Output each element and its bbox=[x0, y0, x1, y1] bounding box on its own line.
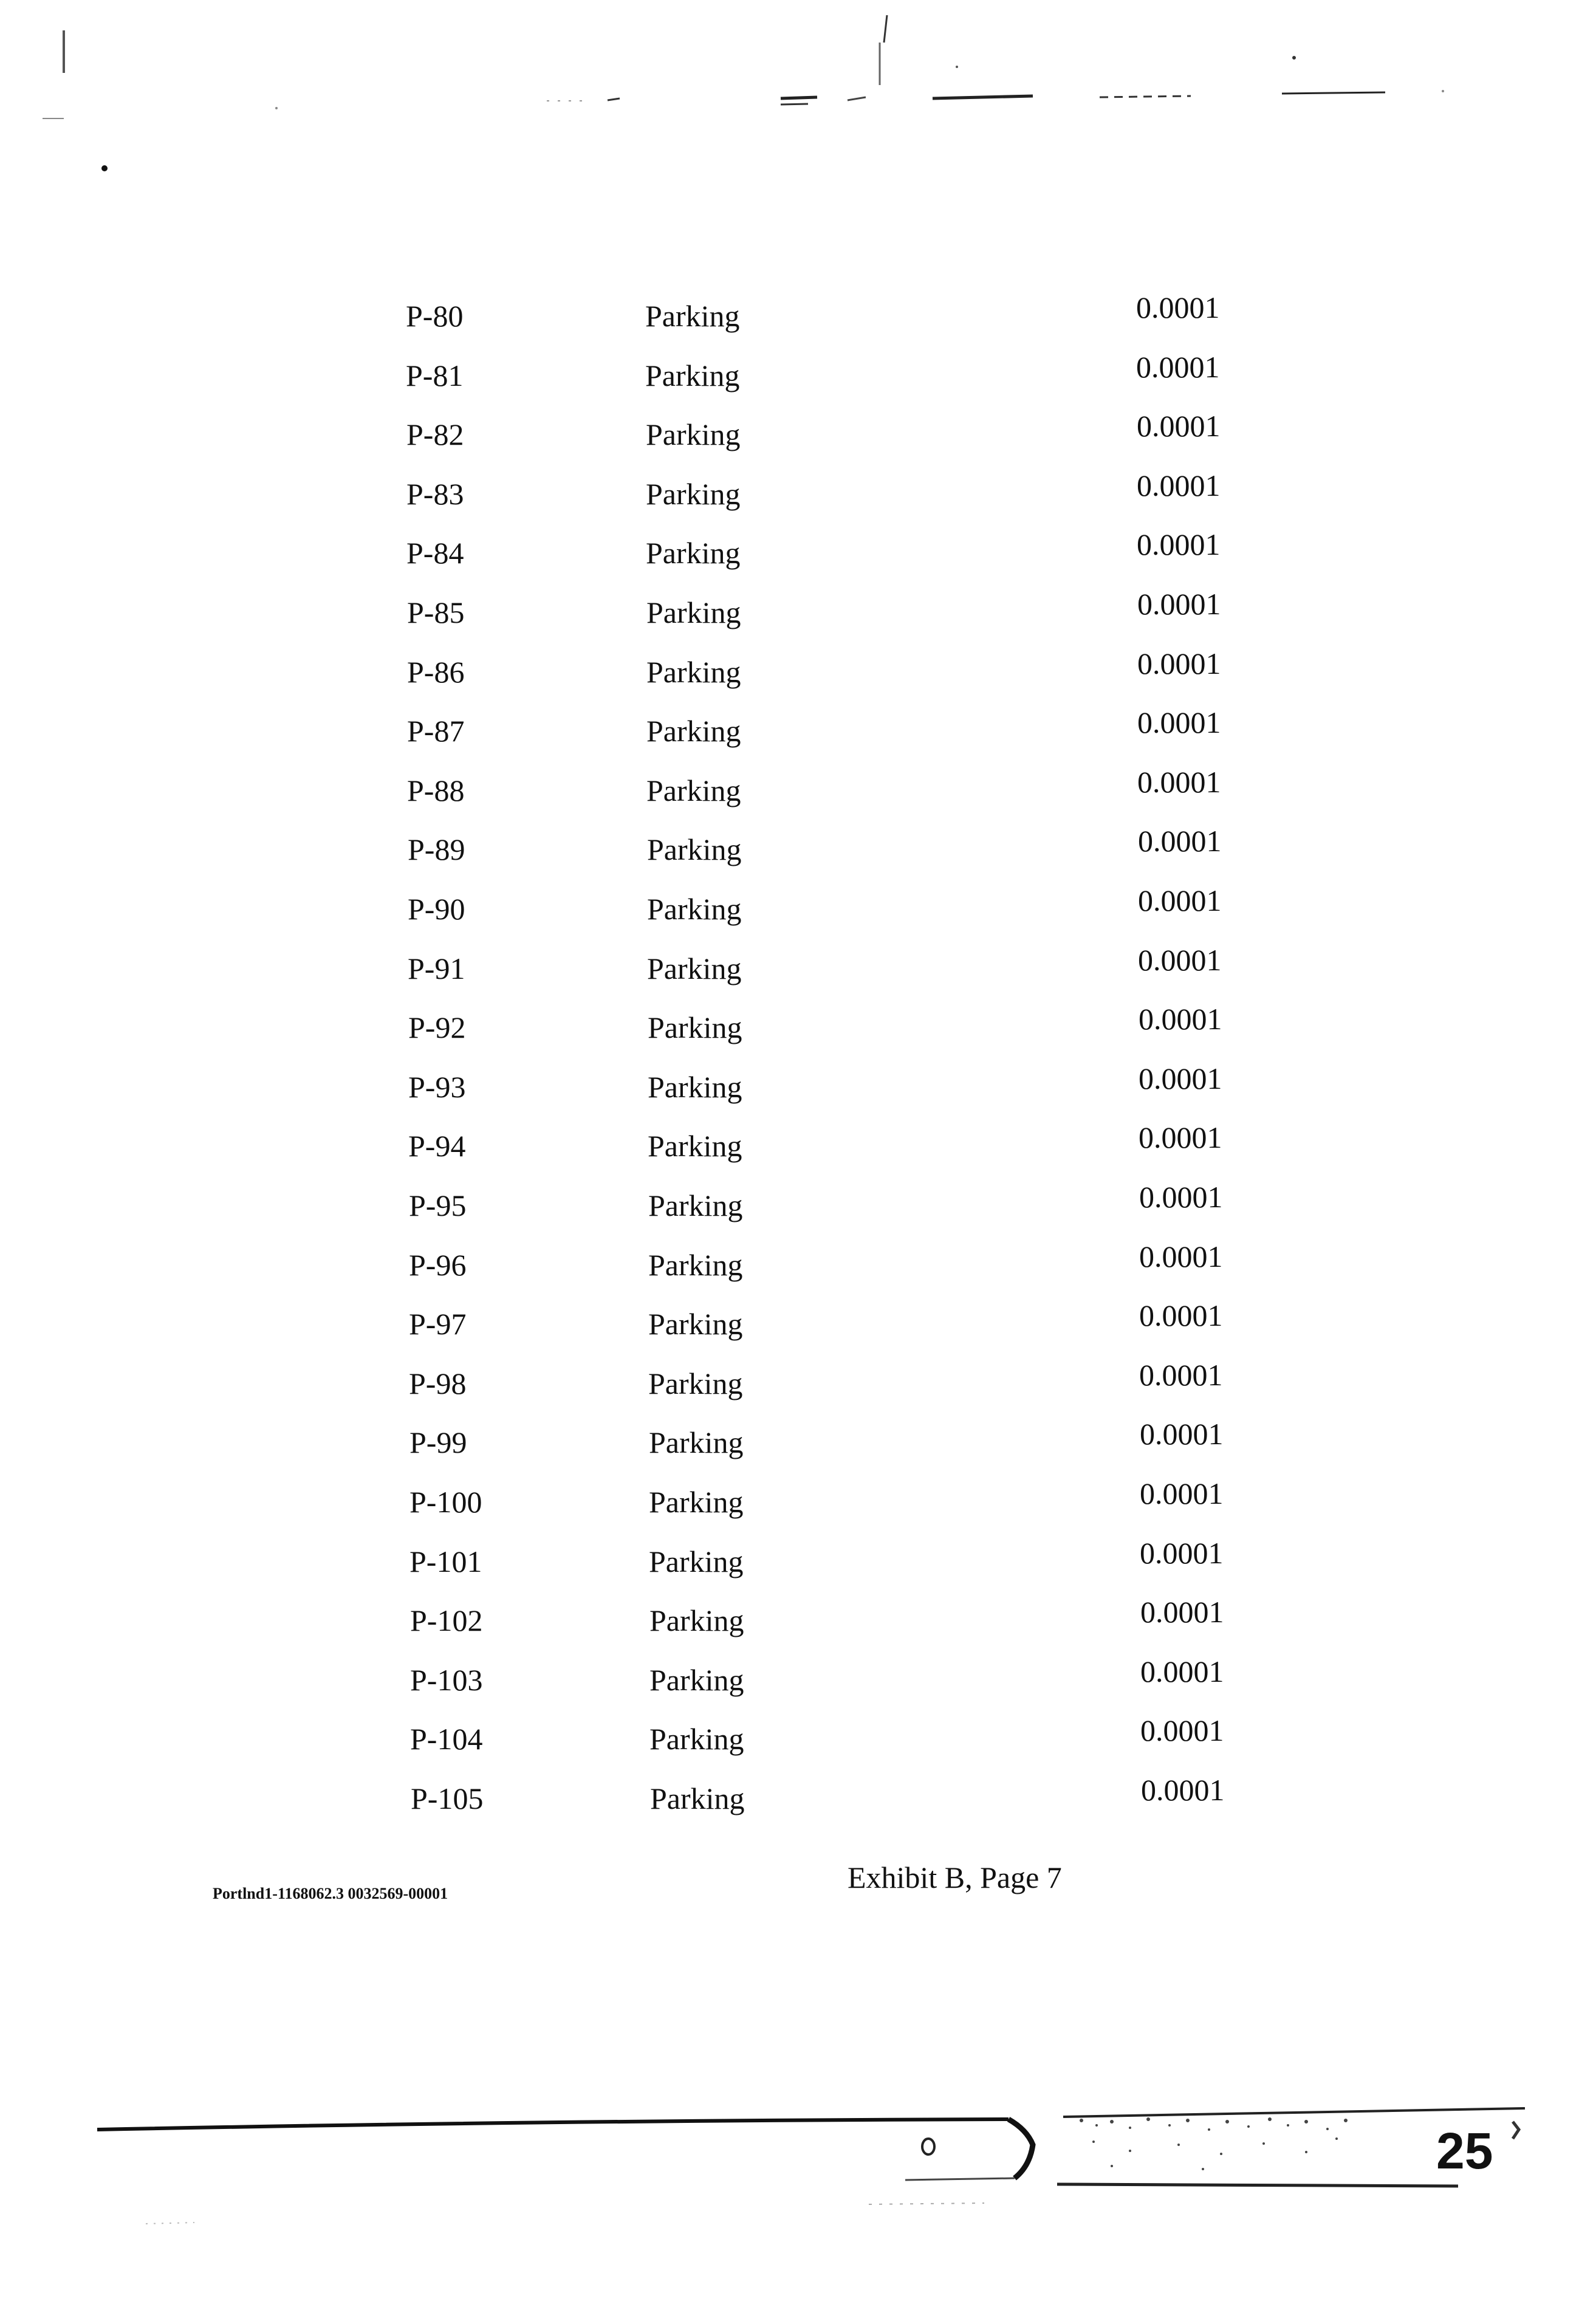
allocation-percentage: 0.0001 bbox=[1138, 943, 1222, 977]
table-row bbox=[1, 587, 1579, 653]
unit-use: Parking bbox=[650, 1781, 745, 1815]
unit-id: P-104 bbox=[410, 1722, 483, 1756]
document-reference: Portlnd1-1168062.3 0032569-00001 bbox=[213, 1885, 448, 1902]
table-row bbox=[1, 409, 1579, 475]
table-row bbox=[2, 883, 1579, 949]
unit-use: Parking bbox=[646, 714, 741, 748]
unit-use: Parking bbox=[649, 1603, 744, 1637]
allocation-percentage: 0.0001 bbox=[1139, 1180, 1223, 1214]
unit-id: P-84 bbox=[406, 536, 464, 570]
unit-id: P-89 bbox=[408, 832, 465, 866]
table-row bbox=[1, 646, 1579, 712]
unit-id: P-86 bbox=[407, 655, 465, 689]
unit-id: P-87 bbox=[407, 714, 465, 748]
allocation-percentage: 0.0001 bbox=[1138, 883, 1222, 917]
table-row bbox=[5, 1773, 1579, 1839]
unit-id: P-101 bbox=[409, 1544, 482, 1578]
unit-id: P-94 bbox=[408, 1129, 466, 1163]
allocation-percentage: 0.0001 bbox=[1139, 1061, 1222, 1095]
allocation-percentage: 0.0001 bbox=[1137, 587, 1221, 621]
unit-use: Parking bbox=[647, 951, 742, 985]
table-row bbox=[3, 1358, 1579, 1424]
table-row bbox=[4, 1476, 1579, 1542]
scan-artifacts-top bbox=[0, 0, 1579, 194]
unit-use: Parking bbox=[646, 417, 741, 451]
unit-id: P-92 bbox=[408, 1010, 466, 1044]
unit-id: P-85 bbox=[407, 595, 465, 629]
unit-use: Parking bbox=[648, 1248, 743, 1282]
allocation-percentage: 0.0001 bbox=[1140, 1713, 1224, 1747]
unit-id: P-90 bbox=[408, 892, 465, 926]
unit-use: Parking bbox=[646, 536, 741, 570]
allocation-percentage: 0.0001 bbox=[1137, 409, 1221, 443]
unit-id: P-97 bbox=[409, 1307, 467, 1341]
unit-use: Parking bbox=[647, 892, 742, 926]
unit-id: P-105 bbox=[411, 1781, 484, 1815]
table-row bbox=[4, 1417, 1579, 1482]
table-row bbox=[1, 765, 1579, 831]
unit-id: P-102 bbox=[410, 1603, 483, 1637]
allocation-percentage: 0.0001 bbox=[1139, 1120, 1222, 1154]
table-row bbox=[0, 350, 1579, 416]
unit-id: P-88 bbox=[407, 773, 465, 807]
unit-use: Parking bbox=[648, 1307, 743, 1341]
unit-id: P-103 bbox=[410, 1663, 483, 1697]
unit-use: Parking bbox=[648, 1070, 742, 1104]
unit-use: Parking bbox=[648, 1188, 743, 1222]
scan-artifacts-bottom bbox=[0, 2054, 1579, 2324]
allocation-percentage: 0.0001 bbox=[1139, 1298, 1223, 1332]
allocation-percentage: 0.0001 bbox=[1137, 468, 1221, 502]
unit-use: Parking bbox=[648, 1366, 743, 1400]
exhibit-page-label: Exhibit B, Page 7 bbox=[848, 1860, 1062, 1894]
table-row bbox=[2, 1061, 1579, 1127]
allocation-percentage: 0.0001 bbox=[1137, 765, 1221, 799]
unit-id: P-93 bbox=[408, 1070, 466, 1104]
unit-use: Parking bbox=[646, 773, 741, 807]
unit-use: Parking bbox=[649, 1544, 744, 1578]
table-row bbox=[1, 527, 1579, 593]
table-row bbox=[4, 1713, 1579, 1779]
unit-use: Parking bbox=[646, 595, 741, 629]
unit-id: P-95 bbox=[409, 1188, 467, 1222]
unit-id: P-100 bbox=[409, 1485, 482, 1519]
unit-id: P-91 bbox=[408, 951, 465, 985]
allocation-percentage: 0.0001 bbox=[1139, 1239, 1223, 1273]
table-row bbox=[0, 290, 1579, 356]
allocation-percentage: 0.0001 bbox=[1140, 1654, 1224, 1688]
unit-id: P-82 bbox=[406, 417, 464, 451]
table-row bbox=[1, 468, 1579, 534]
table-row bbox=[4, 1595, 1579, 1661]
unit-id: P-83 bbox=[406, 477, 464, 511]
unit-id: P-99 bbox=[409, 1425, 467, 1459]
allocation-percentage: 0.0001 bbox=[1137, 646, 1221, 680]
table-row bbox=[2, 1120, 1579, 1186]
allocation-percentage: 0.0001 bbox=[1139, 1358, 1223, 1392]
allocation-percentage: 0.0001 bbox=[1136, 350, 1220, 384]
unit-use: Parking bbox=[645, 299, 740, 333]
unit-id: P-80 bbox=[406, 299, 464, 333]
unit-use: Parking bbox=[648, 1129, 742, 1163]
table-row bbox=[3, 1239, 1579, 1305]
allocation-percentage: 0.0001 bbox=[1140, 1536, 1224, 1570]
table-row bbox=[4, 1654, 1579, 1720]
allocation-percentage: 0.0001 bbox=[1136, 290, 1220, 324]
unit-use: Parking bbox=[648, 1010, 742, 1044]
table-row bbox=[3, 1180, 1579, 1246]
allocation-percentage: 0.0001 bbox=[1140, 1476, 1224, 1510]
allocation-percentage: 0.0001 bbox=[1139, 1002, 1222, 1036]
unit-id: P-98 bbox=[409, 1366, 467, 1400]
allocation-percentage: 0.0001 bbox=[1140, 1417, 1224, 1451]
unit-id: P-96 bbox=[409, 1248, 467, 1282]
unit-use: Parking bbox=[649, 1663, 744, 1697]
unit-use: Parking bbox=[649, 1425, 744, 1459]
unit-use: Parking bbox=[645, 358, 740, 392]
unit-use: Parking bbox=[646, 655, 741, 689]
allocation-percentage: 0.0001 bbox=[1138, 824, 1222, 858]
unit-use: Parking bbox=[647, 832, 742, 866]
allocation-percentage: 0.0001 bbox=[1137, 705, 1221, 739]
unit-use: Parking bbox=[646, 477, 741, 511]
table-row bbox=[2, 824, 1579, 889]
table-row bbox=[2, 1002, 1579, 1068]
unit-id: P-81 bbox=[406, 358, 464, 392]
table-row bbox=[4, 1536, 1579, 1602]
allocation-percentage: 0.0001 bbox=[1137, 527, 1221, 561]
unit-use: Parking bbox=[649, 1722, 744, 1756]
table-row bbox=[1, 705, 1579, 771]
allocation-percentage: 0.0001 bbox=[1140, 1595, 1224, 1629]
table-row bbox=[2, 943, 1579, 1009]
unit-use: Parking bbox=[649, 1485, 744, 1519]
allocation-percentage: 0.0001 bbox=[1141, 1773, 1225, 1807]
table-row bbox=[3, 1298, 1579, 1364]
page-number: 25 bbox=[1436, 2122, 1493, 2179]
